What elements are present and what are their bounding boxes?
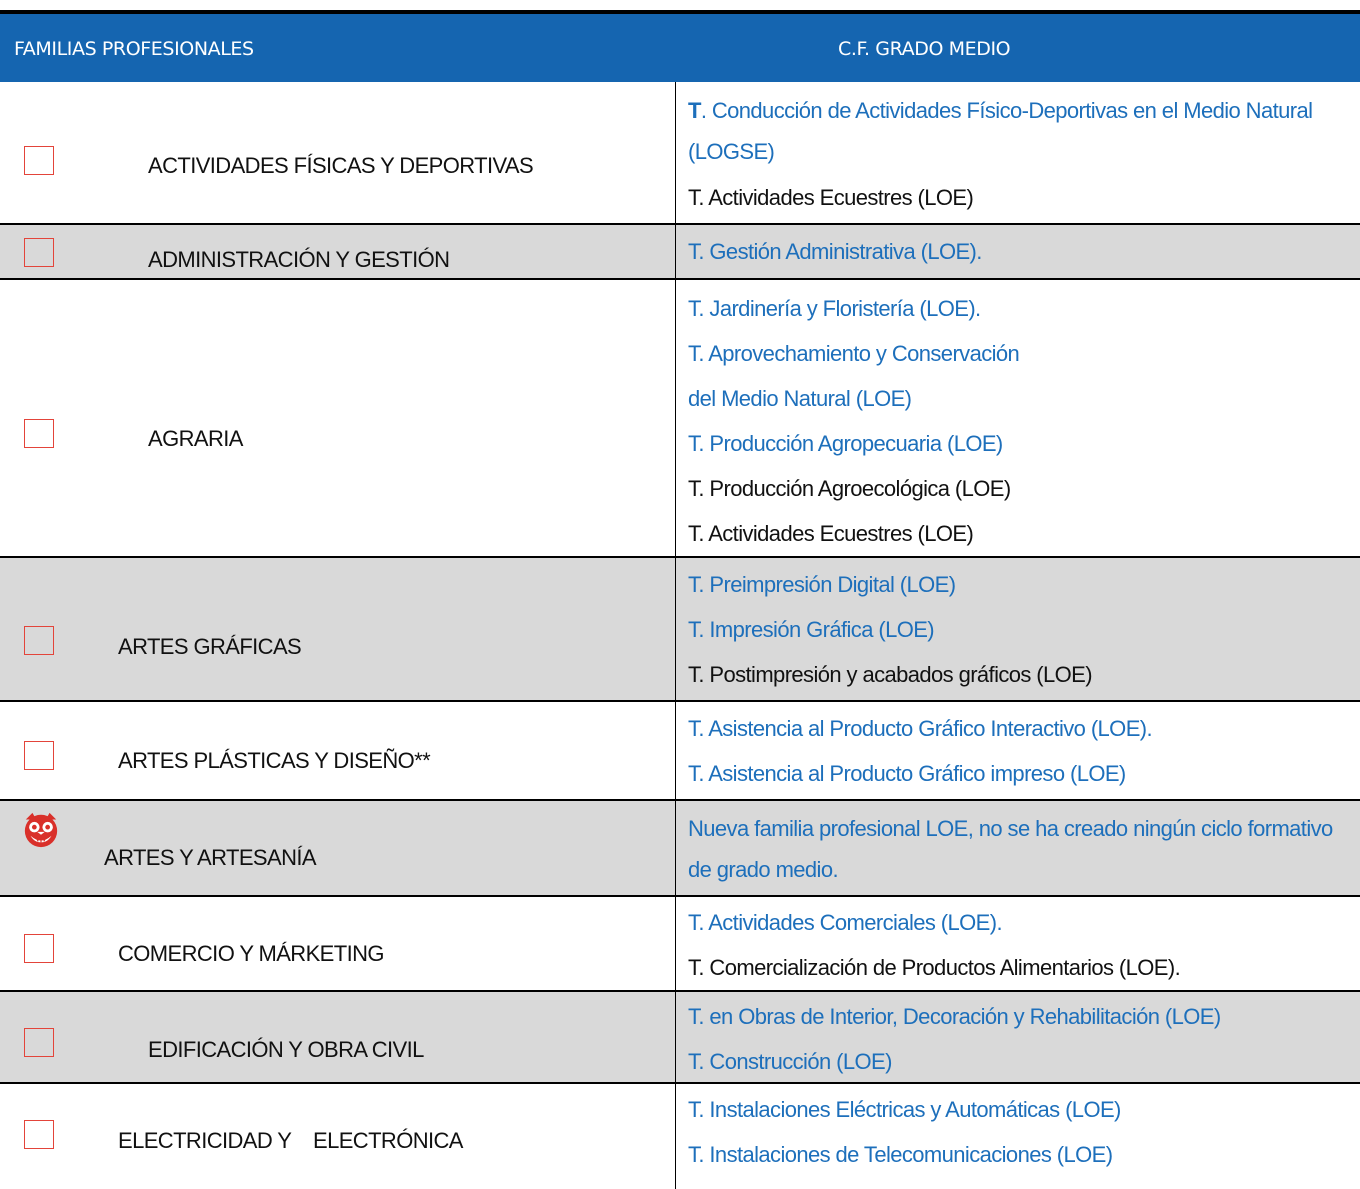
column-divider (675, 280, 676, 556)
cycle-item (688, 90, 1348, 172)
cycle-item: Nueva familia profesional LOE, no se ha creado ningún ciclo formativo de grado medio. (688, 816, 1333, 882)
cycle-prefix: T (688, 98, 701, 123)
cycle-item: T. en Obras de Interior, Decoración y Rehabilitación (LOE) (688, 1004, 1221, 1029)
family-name: ARTES GRÁFICAS (118, 634, 302, 659)
column-divider (675, 1084, 676, 1189)
cycle-item: T. Asistencia al Producto Gráfico Interactivo (LOE). (688, 716, 1153, 741)
cycle-item: T. Gestión Administrativa (LOE). (688, 239, 982, 264)
table-row (0, 225, 1360, 280)
tiger-face-icon (22, 811, 60, 849)
family-name: AGRARIA (148, 426, 243, 451)
header-grado-medio: C.F. GRADO MEDIO (838, 38, 1011, 60)
family-name: ADMINISTRACIÓN Y GESTIÓN (148, 247, 450, 272)
column-divider (675, 897, 676, 990)
cycle-item: T. Producción Agroecológica (LOE) (688, 476, 1011, 501)
checkbox-icon[interactable] (24, 934, 54, 963)
cycle-item: T. Actividades Ecuestres (LOE) (688, 521, 974, 546)
table-row (0, 897, 1360, 992)
checkbox-icon[interactable] (24, 626, 54, 655)
table-row (0, 992, 1360, 1084)
checkbox-icon[interactable] (24, 1120, 54, 1149)
table-row (0, 702, 1360, 801)
cycle-item: T. Postimpresión y acabados gráficos (LOE) (688, 662, 1092, 687)
cycle-item: T. Preimpresión Digital (LOE) (688, 572, 956, 597)
table-row (0, 558, 1360, 702)
column-divider (675, 225, 676, 278)
column-divider (675, 702, 676, 799)
cycle-item: del Medio Natural (LOE) (688, 386, 912, 411)
cycle-item: T. Aprovechamiento y Conservación (688, 341, 1020, 366)
table-row (0, 1084, 1360, 1189)
family-name: EDIFICACIÓN Y OBRA CIVIL (148, 1037, 424, 1062)
family-name: ACTIVIDADES FÍSICAS Y DEPORTIVAS (148, 153, 534, 178)
checkbox-icon[interactable] (24, 238, 54, 267)
cycle-item: T. Instalaciones Eléctricas y Automáticas (LOE) (688, 1097, 1121, 1122)
family-name: COMERCIO Y MÁRKETING (118, 941, 384, 966)
family-name: ELECTRICIDAD Y ELECTRÓNICA (118, 1128, 463, 1153)
checkbox-icon[interactable] (24, 741, 54, 770)
cycle-item: T. Producción Agropecuaria (LOE) (688, 431, 1003, 456)
cycle-item: T. Instalaciones de Telecomunicaciones (LOE) (688, 1142, 1113, 1167)
cycle-item: T. Jardinería y Floristería (LOE). (688, 296, 981, 321)
column-divider (675, 801, 676, 895)
family-name: ARTES Y ARTESANÍA (104, 845, 316, 870)
families-table (0, 82, 1360, 1189)
cycle-list (688, 706, 1350, 796)
table-header (0, 14, 1360, 82)
table-row (0, 280, 1360, 558)
column-divider (675, 82, 676, 223)
family-name: ARTES PLÁSTICAS Y DISEÑO** (118, 748, 431, 773)
cycle-item: T. Actividades Ecuestres (LOE) (688, 185, 974, 210)
cycle-list (688, 90, 1350, 220)
cycle-item: T. Actividades Comerciales (LOE). (688, 910, 1002, 935)
checkbox-icon[interactable] (24, 1028, 54, 1057)
cycle-item: T. Construcción (LOE) (688, 1049, 892, 1074)
column-divider (675, 558, 676, 700)
cycle-item: T. Asistencia al Producto Gráfico impreso (LOE) (688, 761, 1126, 786)
cycle-list (688, 1087, 1350, 1177)
cycle-item: T. Comercialización de Productos Alimentarios (LOE). (688, 955, 1181, 980)
cycle-list (688, 562, 1350, 697)
cycle-list (688, 900, 1350, 990)
checkbox-icon[interactable] (24, 419, 54, 448)
column-divider (675, 992, 676, 1082)
cycle-list (688, 994, 1350, 1084)
header-familias: FAMILIAS PROFESIONALES (14, 38, 254, 60)
table-row (0, 82, 1360, 225)
table-row (0, 801, 1360, 897)
cycle-list (688, 229, 1350, 274)
checkbox-icon[interactable] (24, 146, 54, 175)
cycle-item: T. Impresión Gráfica (LOE) (688, 617, 935, 642)
cycle-list (688, 286, 1350, 556)
cycle-text: . Conducción de Actividades Físico-Deportivas en el Medio Natural (LOGSE) (688, 98, 1313, 164)
cycle-list (688, 808, 1350, 890)
